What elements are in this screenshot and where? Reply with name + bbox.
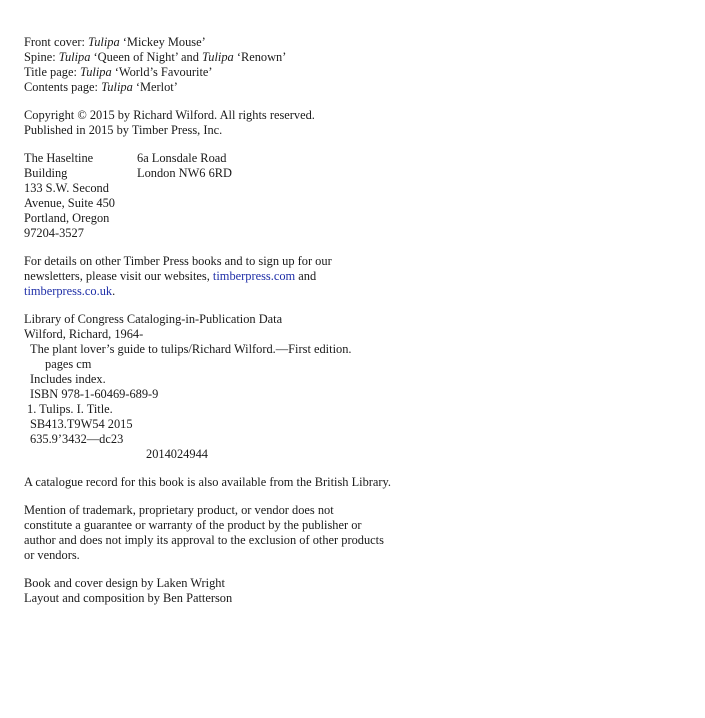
layout-credit: Layout and composition by Ben Patterson: [24, 591, 233, 605]
cip-subjects: 1. Tulips. I. Title.: [27, 402, 113, 416]
disclaimer-line: constitute a guarantee or warranty of the product by the publisher or: [24, 518, 362, 532]
trademark-disclaimer: [24, 503, 424, 563]
spine-genus-1: Tulipa: [58, 50, 91, 64]
uk-address-line: 6a Lonsdale Road: [137, 151, 227, 165]
published-line: Published in 2015 by Timber Press, Inc.: [24, 123, 223, 137]
spine-label: Spine:: [24, 50, 59, 64]
spine-genus-2: Tulipa: [202, 50, 234, 64]
title-page-label: Title page:: [24, 65, 80, 79]
us-address-line: 97204-3527: [24, 226, 84, 240]
front-cover-genus: Tulipa: [88, 35, 120, 49]
title-page-credit: [24, 65, 424, 80]
timberpress-co-uk-link[interactable]: timberpress.co.uk: [24, 284, 113, 298]
uk-address: [137, 151, 337, 241]
us-address-line: Building: [24, 166, 68, 180]
disclaimer-line: or vendors.: [24, 548, 80, 562]
design-credits: [24, 576, 424, 606]
contents-page-genus: Tulipa: [101, 80, 133, 94]
copyright-page: [24, 35, 424, 606]
disclaimer-line: author and does not imply its approval to the exclusion of other products: [24, 533, 384, 547]
us-address-line: Avenue, Suite 450: [24, 196, 115, 210]
cip-pages: pages cm: [45, 357, 92, 371]
contents-page-credit: [24, 80, 424, 95]
details-line: For details on other Timber Press books and to sign up for our: [24, 254, 332, 268]
copyright-notice: [24, 108, 424, 138]
cip-index: Includes index.: [30, 372, 106, 386]
spine-cultivar-2: ‘Renown’: [233, 50, 287, 64]
title-page-genus: Tulipa: [80, 65, 112, 79]
cip-ddc: 635.9’3432—dc23: [30, 432, 124, 446]
website-details: [24, 254, 424, 299]
us-address-line: Portland, Oregon: [24, 211, 110, 225]
contents-page-cultivar: ‘Merlot’: [132, 80, 178, 94]
spine-credit: [24, 50, 424, 65]
cip-lccn: 2014024944: [146, 447, 208, 461]
front-cover-cultivar: ‘Mickey Mouse’: [119, 35, 206, 49]
image-credits: [24, 35, 424, 95]
us-address-line: 133 S.W. Second: [24, 181, 109, 195]
contents-page-label: Contents page:: [24, 80, 102, 94]
cip-lcc: SB413.T9W54 2015: [30, 417, 133, 431]
title-page-cultivar: ‘World’s Favourite’: [111, 65, 213, 79]
timberpress-com-link[interactable]: timberpress.com: [212, 269, 296, 283]
details-text: newsletters, please visit our websites,: [24, 269, 213, 283]
details-text: .: [112, 284, 116, 298]
us-address-line: The Haseltine: [24, 151, 94, 165]
cip-heading: Library of Congress Cataloging-in-Publication Data: [24, 312, 283, 326]
us-address: [24, 151, 137, 241]
cip-title: The plant lover’s guide to tulips/Richard Wilford.—First edition.: [30, 342, 352, 356]
publisher-addresses: [24, 151, 424, 241]
uk-address-line: London NW6 6RD: [137, 166, 232, 180]
details-text: and: [295, 269, 317, 283]
front-cover-label: Front cover:: [24, 35, 89, 49]
british-library-notice: A catalogue record for this book is also available from the British Library.: [24, 475, 392, 489]
details-line: [24, 269, 424, 284]
cover-design-credit: Book and cover design by Laken Wright: [24, 576, 225, 590]
cip-data: [24, 312, 424, 462]
copyright-line: Copyright © 2015 by Richard Wilford. All rights reserved.: [24, 108, 315, 122]
cip-isbn: ISBN 978-1-60469-689-9: [30, 387, 159, 401]
details-line: [24, 284, 424, 299]
disclaimer-line: Mention of trademark, proprietary product, or vendor does not: [24, 503, 334, 517]
spine-cultivar-1: ‘Queen of Night’ and: [90, 50, 203, 64]
cip-author: Wilford, Richard, 1964-: [24, 327, 144, 341]
front-cover-credit: [24, 35, 424, 50]
